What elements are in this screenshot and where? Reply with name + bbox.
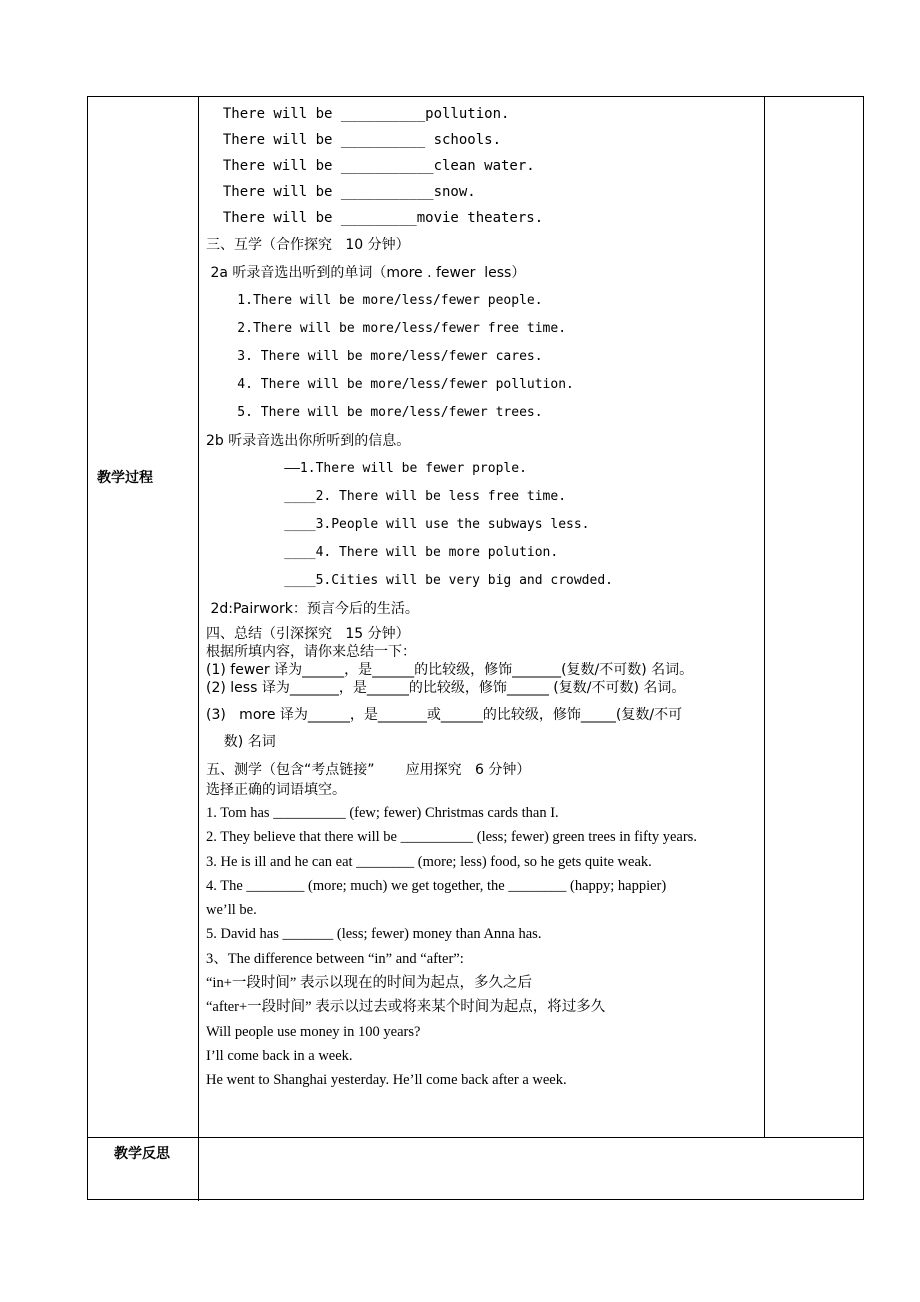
- section4-heading: 四、总结（引深探究 15 分钟）: [206, 626, 410, 642]
- grammar-note-title: 3、The difference between “in” and “after”:: [206, 950, 464, 967]
- summary-item-1: (1) fewer 译为______，是______的比较级，修饰_______(复数/不可数) 名词。: [206, 662, 694, 678]
- reflection-label: 教学反思: [114, 1146, 170, 1162]
- exercise-2b-item: ____2. There will be less free time.: [206, 489, 567, 504]
- quiz-line: 2. They believe that there will be __________ (less; fewer) green trees in fifty years.: [206, 829, 697, 846]
- example-sentence: Will people use money in 100 years?: [206, 1023, 421, 1040]
- quiz-intro: 选择正确的词语填空。: [206, 782, 346, 798]
- blank-line: There will be __________ schools.: [206, 132, 502, 148]
- summary-item-3: (3) more 译为______，是_______或______的比较级，修饰_____(复数/不可: [206, 707, 683, 723]
- blank-line: There will be ___________snow.: [206, 184, 476, 200]
- exercise-2d-title: 2d:Pairwork：预言今后的生活。: [206, 601, 419, 617]
- blank-line: There will be ___________clean water.: [206, 158, 535, 174]
- prediction-fill-blanks: [206, 101, 758, 231]
- quiz-line: 5. David has _______ (less; fewer) money than Anna has.: [206, 926, 542, 943]
- lesson-plan-table: [87, 96, 864, 1200]
- exercise-2a-title: 2a 听录音选出听到的单词（more . fewer less）: [206, 265, 526, 281]
- exercise-2a-item: 3. There will be more/less/fewer cares.: [206, 349, 543, 364]
- example-sentence: He went to Shanghai yesterday. He’ll come back after a week.: [206, 1072, 567, 1089]
- process-content: [206, 101, 758, 1093]
- exercise-2a-item: 2.There will be more/less/fewer free time.: [206, 321, 567, 336]
- exercise-2a-item: 4. There will be more/less/fewer pollution.: [206, 377, 574, 392]
- summary-item-2: (2) less 译为_______，是______的比较级，修饰______ (复数/不可数) 名词。: [206, 680, 686, 696]
- blank-line: There will be _________movie theaters.: [206, 210, 544, 226]
- grammar-note: “after+一段时间” 表示以过去或将来某个时间为起点，将过多久: [206, 999, 606, 1016]
- example-sentence: I’ll come back in a week.: [206, 1047, 353, 1064]
- exercise-2b-item: ____3.People will use the subways less.: [206, 517, 590, 532]
- column-divider-right: [764, 97, 765, 1137]
- exercise-2b-title: 2b 听录音选出你所听到的信息。: [206, 433, 411, 449]
- grammar-note: “in+一段时间” 表示以现在的时间为起点，多久之后: [206, 975, 532, 992]
- section3-heading: 三、互学（合作探究 10 分钟）: [206, 237, 410, 253]
- exercise-2a-item: 1.There will be more/less/fewer people.: [206, 293, 543, 308]
- exercise-2b-item: ____5.Cities will be very big and crowded.: [206, 573, 613, 588]
- quiz-line: we’ll be.: [206, 902, 257, 919]
- column-divider-left: [198, 97, 199, 1201]
- quiz-line: 1. Tom has __________ (few; fewer) Christmas cards than I.: [206, 805, 559, 821]
- exercise-2a-item: 5. There will be more/less/fewer trees.: [206, 405, 543, 420]
- exercise-2b-item: ——1.There will be fewer prople.: [206, 461, 527, 476]
- process-label: 教学过程: [97, 470, 153, 486]
- exercise-2b-item: ____4. There will be more polution.: [206, 545, 559, 560]
- blank-line: There will be __________pollution.: [206, 106, 510, 122]
- quiz-line: 3. He is ill and he can eat ________ (more; less) food, so he gets quite weak.: [206, 853, 652, 870]
- quiz-line: 4. The ________ (more; much) we get together, the ________ (happy; happier): [206, 877, 667, 894]
- summary-intro: 根据所填内容，请你来总结一下：: [206, 644, 416, 660]
- summary-item-3-cont: 数) 名词: [206, 734, 276, 750]
- row-divider: [88, 1137, 863, 1138]
- section5-heading: 五、测学（包含“考点链接” 应用探究 6 分钟）: [206, 762, 531, 778]
